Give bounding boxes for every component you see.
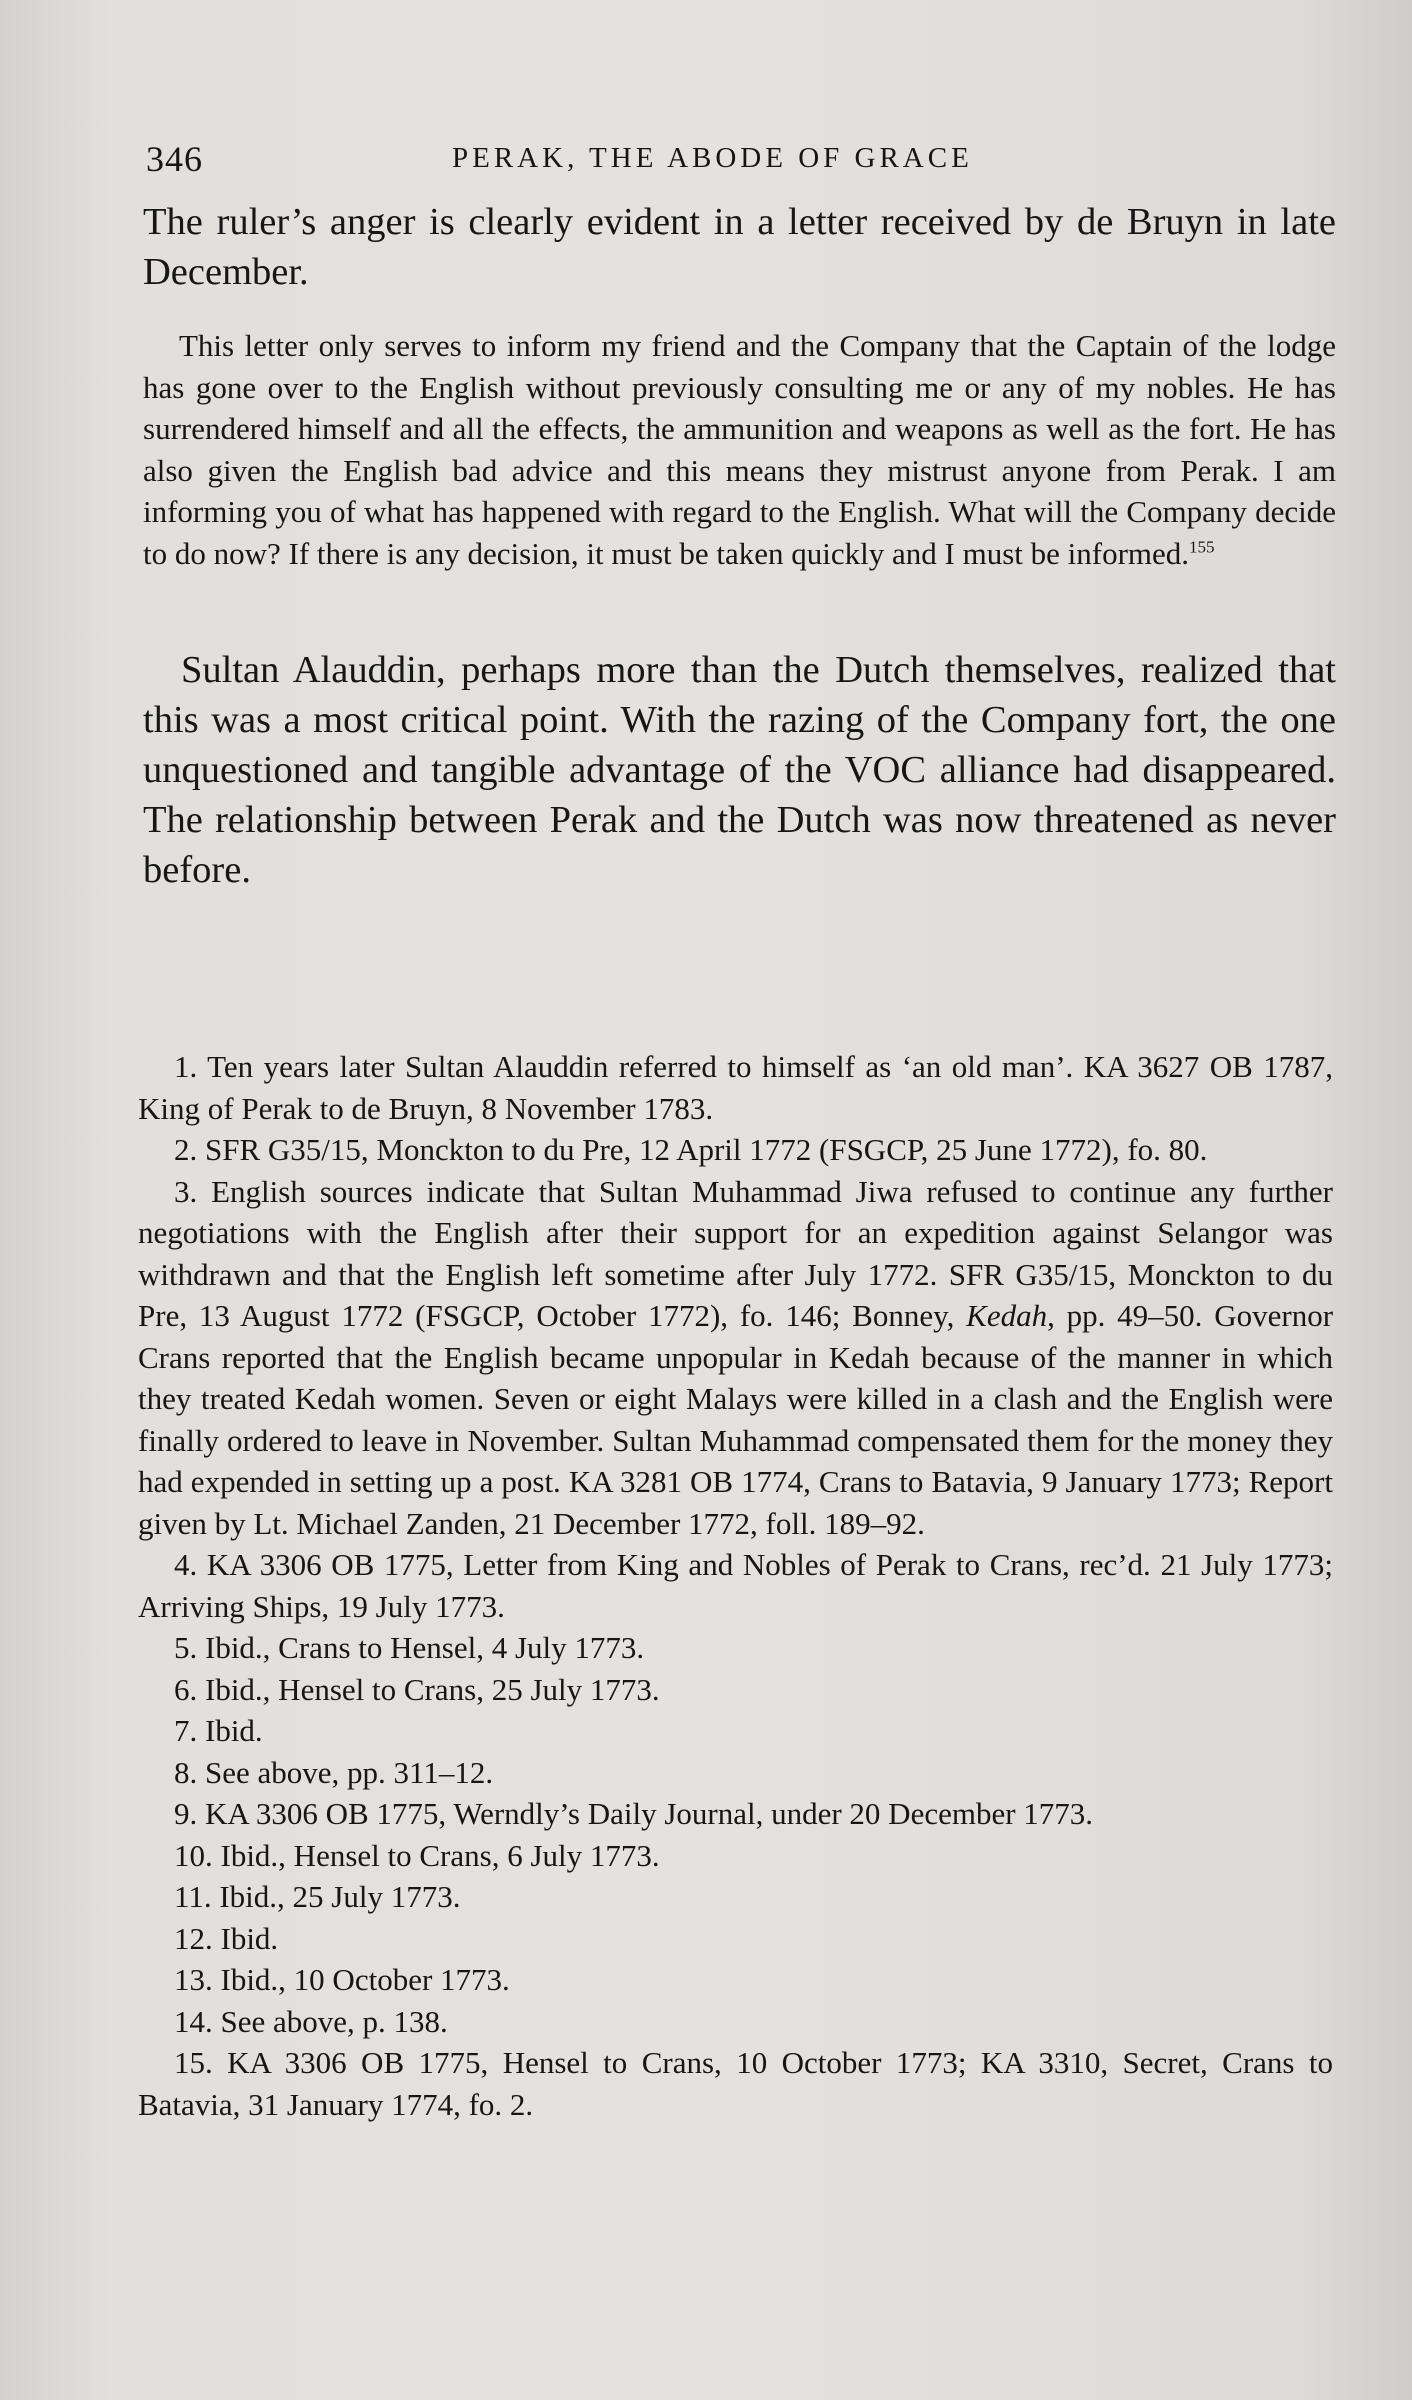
footnote-3 xyxy=(138,1171,1333,1545)
footnote-13: 13. Ibid., 10 October 1773. xyxy=(174,1962,510,1997)
footnote-2: 2. SFR G35/15, Monckton to du Pre, 12 April 1772 (FSGCP, 25 June 1772), fo. 80. xyxy=(174,1132,1208,1167)
page-header xyxy=(146,138,1336,188)
footnote-5: 5. Ibid., Crans to Hensel, 4 July 1773. xyxy=(174,1630,645,1665)
quote-text: This letter only serves to inform my friend and the Company that the Captain of the lodge has gone over to the English without previously consulting me or any of my nobles. He has surrendered himself and all the effects, the ammunition and weapons as well as the fort. He has also given the English bad advice and this means they mistrust anyone from Perak. I am informing you of what has happened with regard to the English. What will the Company decide to do now? If there is any decision, it must be taken quickly and I must be informed. xyxy=(143,328,1336,571)
page-number: 346 xyxy=(146,139,203,179)
footnote-10: 10. Ibid., Hensel to Crans, 6 July 1773. xyxy=(174,1837,660,1873)
footnote-4: 4. KA 3306 OB 1775, Letter from King and Nobles of Perak to Crans, rec’d. 21 July 1773; Arriving Ships, 19 July 1773. xyxy=(138,1547,1333,1624)
footnote-15: 15. KA 3306 OB 1775, Hensel to Crans, 10 October 1773; KA 3310, Secret, Crans to Batavia, 31 January 1774, fo. 2. xyxy=(138,2045,1333,2122)
footnote-3-text-a: 3. English sources indicate that Sultan Muhammad Jiwa refused to continue any further negotiations with the English after their support for an expedition against Selangor was withdrawn and that the English left sometime after July 1772. SFR G35/15, Monckton to du Pre, 13 August 1772 (FSGCP, October 1772), fo. 146; Bonney, xyxy=(138,1173,1333,1333)
footnote-9: 9. KA 3306 OB 1775, Werndly’s Daily Journal, under 20 December 1773. xyxy=(174,1796,1094,1831)
footnote-1: 1. Ten years later Sultan Alauddin referred to himself as ‘an old man’. KA 3627 OB 1787, King of Perak to de Bruyn, 8 November 1783. xyxy=(138,1049,1333,1126)
footnote-reference: 155 xyxy=(1189,537,1215,557)
intro-paragraph: The ruler’s anger is clearly evident in a letter received by de Bruyn in late December. xyxy=(143,201,1336,293)
footnote-8: 8. See above, pp. 311–12. xyxy=(174,1754,494,1790)
footnote-7: 7. Ibid. xyxy=(174,1713,263,1748)
footnote-6: 6. Ibid., Hensel to Crans, 25 July 1773. xyxy=(174,1671,660,1707)
block-quote xyxy=(143,325,1336,574)
footnote-3-italic-title: Kedah xyxy=(966,1298,1048,1333)
footnote-14: 14. See above, p. 138. xyxy=(174,2003,448,2039)
footnote-12: 12. Ibid. xyxy=(174,1920,279,1956)
footnotes-list xyxy=(138,1046,1333,2125)
body-paragraph: Sultan Alauddin, perhaps more than the Dutch themselves, realized that this was a most critical point. With the razing of the Company fort, the one unquestioned and tangible advantage of the VOC alliance had disappeared. The relationship between Perak and the Dutch was now threatened as never before. xyxy=(143,649,1336,891)
footnote-3-text-b: , pp. 49–50. Governor Crans reported that the English became unpopular in Kedah because of the manner in which they treated Kedah women. Seven or eight Malays were killed in a clash and the English were finally ordered to leave in November. Sultan Muhammad compensated them for the money they had expended in setting up a post. KA 3281 OB 1774, Crans to Batavia, 9 January 1773; Report given by Lt. Michael Zanden, 21 December 1772, foll. 189–92. xyxy=(138,1298,1334,1541)
running-head: PERAK, THE ABODE OF GRACE xyxy=(452,142,973,174)
footnote-11: 11. Ibid., 25 July 1773. xyxy=(174,1879,461,1914)
